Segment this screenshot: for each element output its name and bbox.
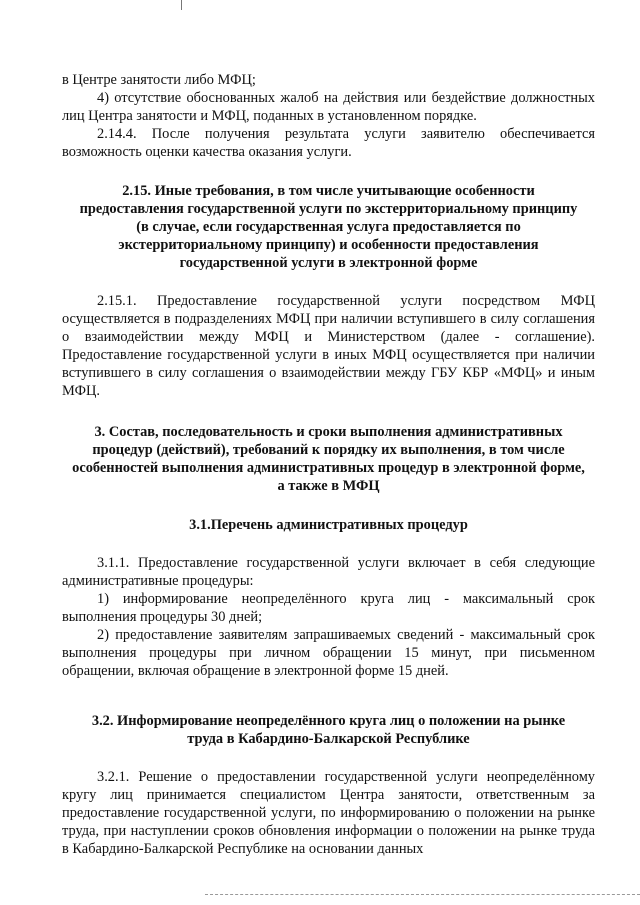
heading-line: экстерриториальному принципу) и особенности предоставления <box>118 237 539 253</box>
list-item: 2) предоставление заявителям запрашиваемых сведений - максимальный срок выполнения процедуры при личном обращении 15 минут, при письменном обращении, включая обращение в электронной форме 15 дней. <box>62 627 595 679</box>
heading-line: 2.15. Иные требования, в том числе учитывающие особенности <box>122 183 535 199</box>
heading-line: (в случае, если государственная услуга предоставляется по <box>136 219 521 235</box>
paragraph: 2.14.4. После получения результата услуги заявителю обеспечивается возможность оценки качества оказания услуги. <box>62 126 595 160</box>
paragraph: 3.2.1. Решение о предоставлении государственной услуги неопределённому кругу лиц принимается специалистом Центра занятости, ответственным за предоставление государственной услуги, по информированию о положении на рынке труда, при наступлении сроков обновления информации о положении на рынке труда в Кабардино-Балкарской Республике на основании данных <box>62 769 595 857</box>
paragraph: 4) отсутствие обоснованных жалоб на действия или бездействие должностных лиц Центра занятости и МФЦ, поданных в установленном порядке. <box>62 90 595 124</box>
heading-line: 3. Состав, последовательность и сроки выполнения административных <box>94 424 563 440</box>
heading-line: государственной услуги в электронной форме <box>179 255 478 271</box>
paragraph: 3.1.1. Предоставление государственной услуги включает в себя следующие административные процедуры: <box>62 555 595 589</box>
heading-line: а также в МФЦ <box>277 478 380 494</box>
heading-line: особенностей выполнения административных процедур в электронной форме, <box>72 460 585 476</box>
heading-line: процедур (действий), требований к порядку их выполнения, в том числе <box>92 442 565 458</box>
scan-mark <box>181 0 182 10</box>
paragraph: в Центре занятости либо МФЦ; <box>62 72 256 88</box>
section-heading-3-1: 3.1.Перечень административных процедур <box>189 517 468 533</box>
document-body <box>62 71 595 858</box>
heading-line: 3.2. Информирование неопределённого круга лиц о положении на рынке <box>91 713 566 729</box>
heading-line: труда в Кабардино-Балкарской Республике <box>187 731 470 747</box>
scan-edge-line <box>205 894 640 895</box>
paragraph: 2.15.1. Предоставление государственной услуги посредством МФЦ осуществляется в подразделениях МФЦ при наличии вступившего в силу соглашения о взаимодействии между МФЦ и Министерством (далее - соглашение). Предоставление государственной услуги в иных МФЦ осуществляется при наличии вступившего в силу соглашения о взаимодействии между ГБУ КБР «МФЦ» и иным МФЦ. <box>62 293 595 399</box>
section-heading-2-15 <box>62 182 595 272</box>
section-heading-3-2 <box>62 712 595 748</box>
list-item: 1) информирование неопределённого круга лиц - максимальный срок выполнения процедуры 30 дней; <box>62 591 595 625</box>
heading-line: предоставления государственной услуги по экстерриториальному принципу <box>79 201 578 217</box>
section-heading-3 <box>62 423 595 495</box>
